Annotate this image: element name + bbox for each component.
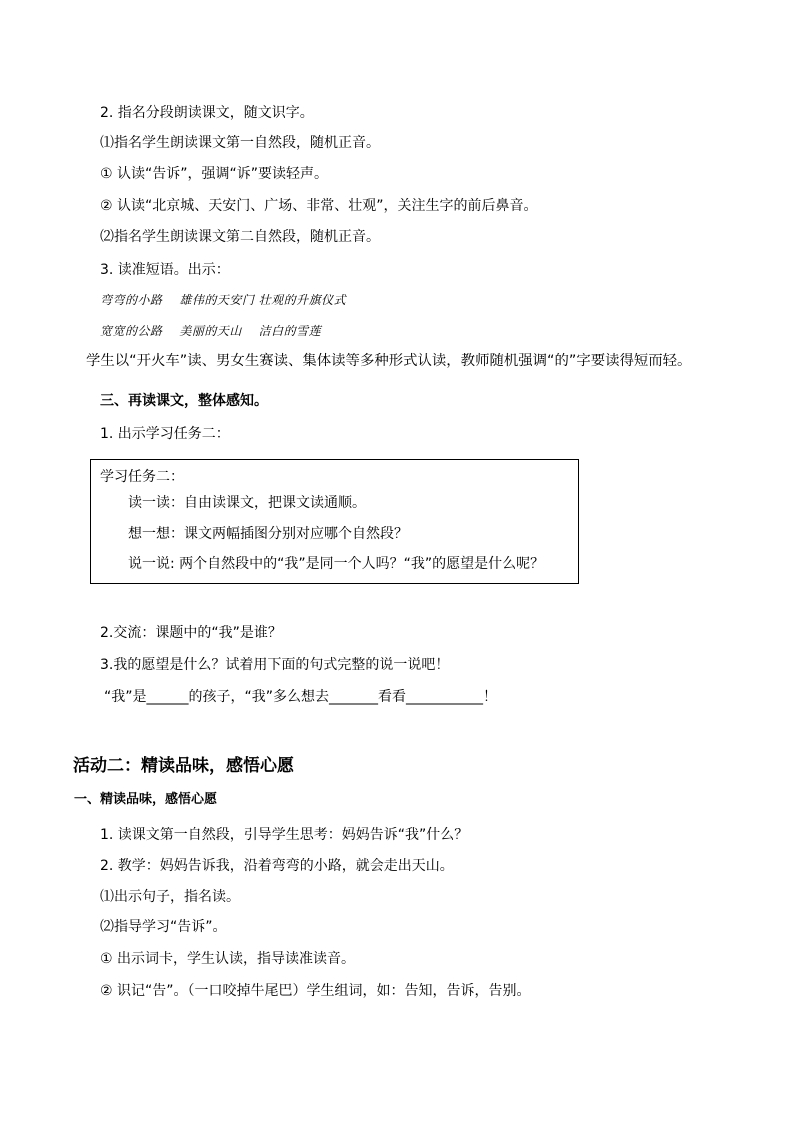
task-box-title: 学习任务二： — [100, 469, 184, 485]
section-heading-reread: 三、再读课文，整体感知。 — [100, 393, 268, 409]
task-two-box — [90, 459, 579, 584]
activity-two-heading: 活动二：精读品味，感悟心愿 — [73, 756, 294, 776]
line-sentence-pattern: “我”是______的孩子，“我”多么想去_______看看___________！ — [104, 689, 498, 705]
line-show-task-two: 1. 出示学习任务二： — [100, 426, 230, 442]
line-paragraph-two: ⑵指名学生朗读课文第二自然段，随机正音。 — [100, 229, 380, 245]
line-read-by-section: 2. 指名分段朗读课文，随文识字。 — [100, 105, 314, 121]
line-memorize-gao: ② 识记“告”。（一口咬掉牛尾巴）学生组词，如：告知，告诉，告别。 — [100, 983, 531, 999]
task-item-read: 读一读：自由读课文，把课文读通顺。 — [128, 495, 366, 511]
line-exchange: 2.交流：课题中的“我”是谁？ — [100, 625, 282, 641]
line-teaching-sentence: 2. 教学：妈妈告诉我，沿着弯弯的小路，就会走出天山。 — [100, 858, 454, 874]
line-read-first-paragraph: 1. 读课文第一自然段，引导学生思考：妈妈告诉“我”什么？ — [100, 827, 469, 843]
line-reading-forms: 学生以“开火车”读、男女生赛读、集体读等多种形式认读，教师随机强调“的”字要读得短而轻。 — [86, 353, 692, 369]
phrase-row-two: 宽宽的公路 美丽的天山 洁白的雪莲 — [100, 324, 322, 338]
line-read-beijing: ② 认读“北京城、天安门、广场、非常、壮观”，关注生字的前后鼻音。 — [100, 198, 538, 214]
line-show-sentence: ⑴出示句子，指名读。 — [100, 889, 240, 905]
task-item-say: 说一说: 两个自然段中的“我”是同一个人吗？“我”的愿望是什么呢？ — [128, 556, 545, 572]
activity-two-subheading: 一、精读品味，感悟心愿 — [74, 792, 218, 807]
line-word-card: ① 出示词卡，学生认读，指导读准读音。 — [100, 951, 355, 967]
line-read-phrases: 3. 读准短语。出示： — [100, 262, 230, 278]
line-my-wish: 3.我的愿望是什么？试着用下面的句式完整的说一说吧！ — [100, 657, 450, 673]
phrase-row-one: 弯弯的小路 雄伟的天安门 壮观的升旗仪式 — [100, 293, 347, 307]
line-paragraph-one: ⑴指名学生朗读课文第一自然段，随机正音。 — [100, 135, 380, 151]
task-item-think: 想一想：课文两幅插图分别对应哪个自然段？ — [128, 526, 408, 542]
line-read-gaosu: ① 认读“告诉”，强调“诉”要读轻声。 — [100, 166, 329, 182]
line-guide-gaosu: ⑵指导学习“告诉”。 — [100, 919, 227, 935]
